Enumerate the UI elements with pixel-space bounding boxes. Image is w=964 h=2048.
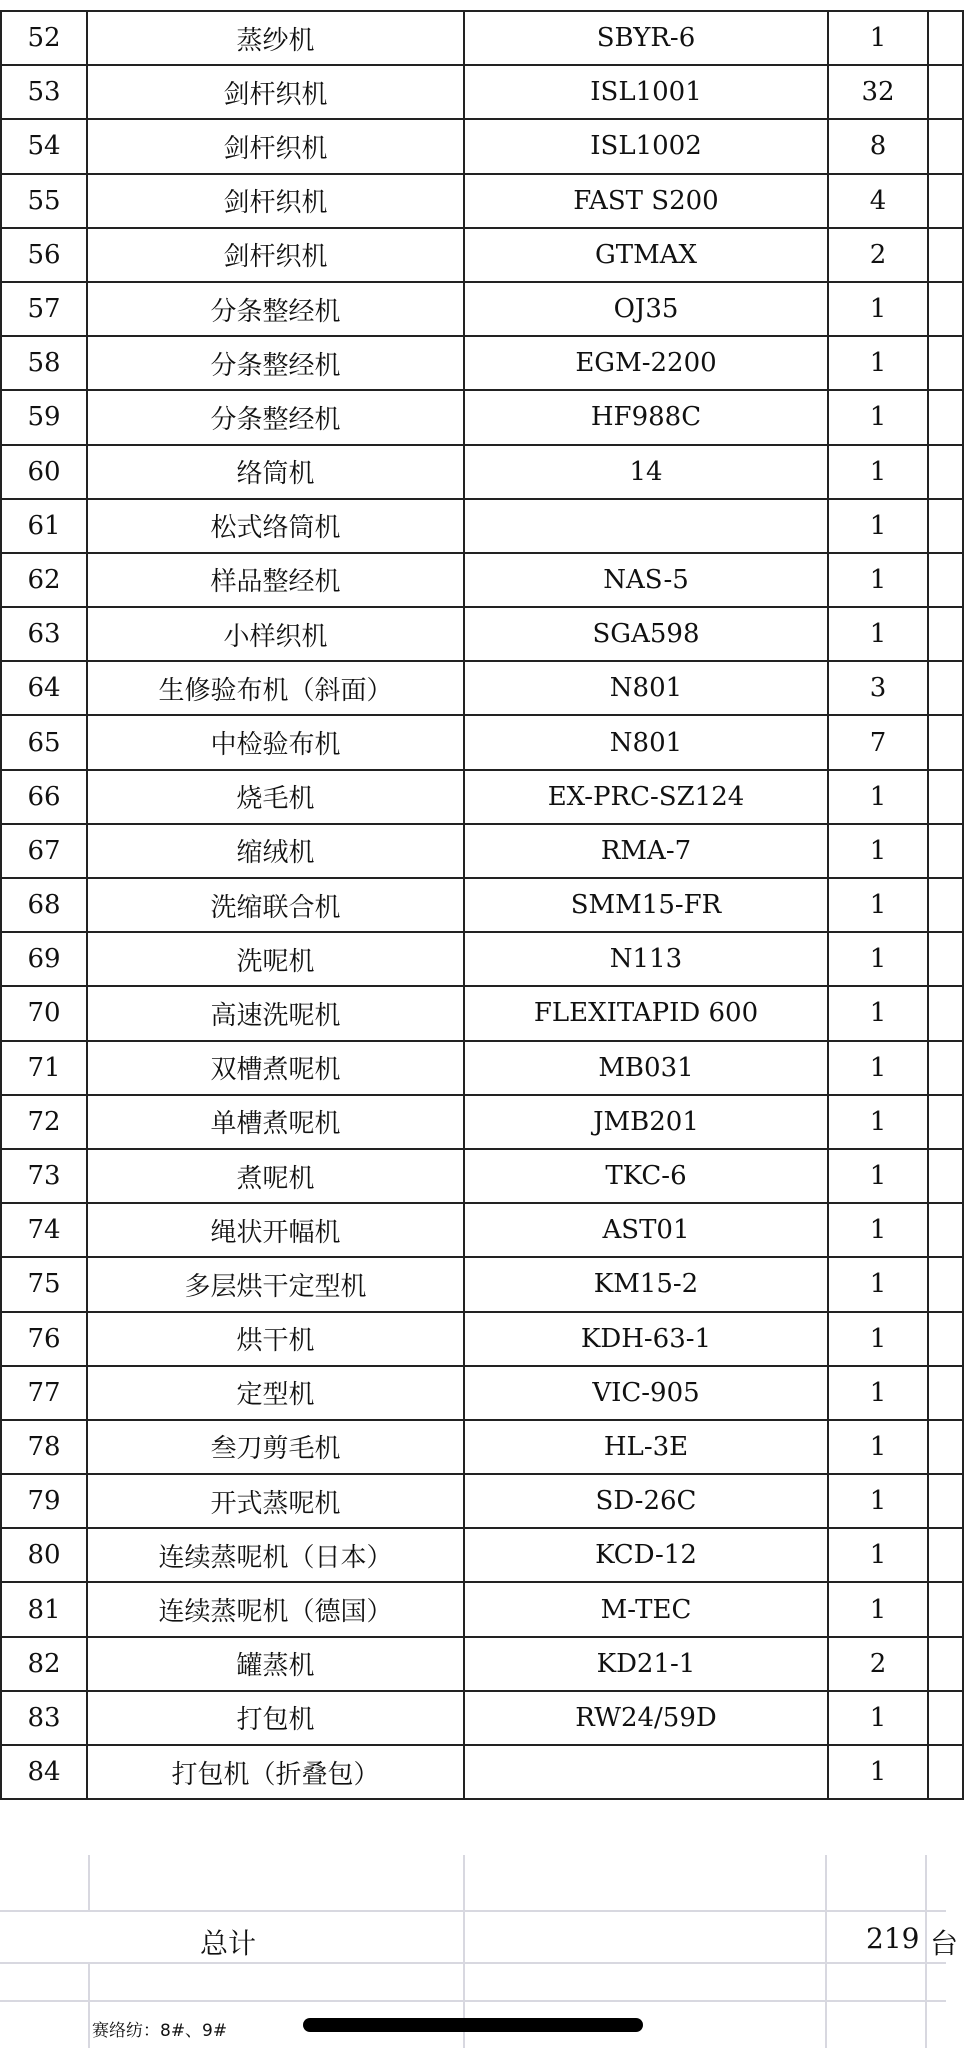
row-number-cell[interactable]: 57 [1, 282, 87, 336]
model-cell[interactable]: FLEXITAPID 600 [464, 986, 828, 1040]
quantity-cell[interactable]: 1 [828, 499, 928, 553]
model-cell[interactable]: RMA-7 [464, 824, 828, 878]
quantity-cell[interactable]: 2 [828, 228, 928, 282]
quantity-cell[interactable]: 4 [828, 174, 928, 228]
row-number-cell[interactable]: 66 [1, 770, 87, 824]
row-number-cell[interactable]: 63 [1, 607, 87, 661]
quantity-cell[interactable]: 1 [828, 1312, 928, 1366]
empty-cell[interactable] [928, 932, 963, 986]
grid-line [88, 1962, 90, 2048]
model-cell[interactable]: KDH-63-1 [464, 1312, 828, 1366]
equipment-name-cell[interactable]: 烘干机 [87, 1312, 464, 1366]
table-row [1, 65, 963, 119]
grid-line [825, 1855, 827, 2048]
table-row [1, 1691, 963, 1745]
quantity-cell[interactable]: 1 [828, 1095, 928, 1149]
model-cell[interactable]: KCD-12 [464, 1528, 828, 1582]
row-number-cell[interactable]: 82 [1, 1637, 87, 1691]
empty-cell[interactable] [928, 1095, 963, 1149]
empty-cell[interactable] [928, 174, 963, 228]
quantity-cell[interactable]: 1 [828, 1041, 928, 1095]
empty-cell[interactable] [928, 336, 963, 390]
quantity-cell[interactable]: 1 [828, 336, 928, 390]
empty-cell[interactable] [928, 1637, 963, 1691]
table-row [1, 390, 963, 444]
row-number-cell[interactable]: 84 [1, 1745, 87, 1799]
equipment-name-cell[interactable]: 单槽煮呢机 [87, 1095, 464, 1149]
empty-cell[interactable] [928, 228, 963, 282]
quantity-cell[interactable]: 1 [828, 390, 928, 444]
table-row [1, 174, 963, 228]
grid-line [925, 1855, 927, 2048]
equipment-name-cell[interactable]: 罐蒸机 [87, 1637, 464, 1691]
empty-cell[interactable] [928, 1257, 963, 1311]
empty-cell[interactable] [928, 1745, 963, 1799]
row-number-cell[interactable]: 68 [1, 878, 87, 932]
quantity-cell[interactable]: 1 [828, 1257, 928, 1311]
table-row [1, 11, 963, 65]
table-row [1, 1095, 963, 1149]
model-cell[interactable]: TKC-6 [464, 1149, 828, 1203]
row-number-cell[interactable]: 61 [1, 499, 87, 553]
row-number-cell[interactable]: 59 [1, 390, 87, 444]
table-row [1, 607, 963, 661]
equipment-name-cell[interactable]: 剑杆织机 [87, 174, 464, 228]
empty-cell[interactable] [928, 1149, 963, 1203]
equipment-name-cell[interactable]: 洗呢机 [87, 932, 464, 986]
equipment-name-cell[interactable]: 开式蒸呢机 [87, 1474, 464, 1528]
equipment-name-cell[interactable]: 打包机（折叠包） [87, 1745, 464, 1799]
table-row [1, 1474, 963, 1528]
empty-cell[interactable] [928, 1420, 963, 1474]
table-row [1, 770, 963, 824]
table-row [1, 1528, 963, 1582]
row-number-cell[interactable]: 83 [1, 1691, 87, 1745]
row-number-cell[interactable]: 64 [1, 661, 87, 715]
table-row [1, 715, 963, 769]
empty-cell[interactable] [928, 1312, 963, 1366]
quantity-cell[interactable]: 8 [828, 119, 928, 173]
model-cell[interactable]: MB031 [464, 1041, 828, 1095]
quantity-cell[interactable]: 1 [828, 553, 928, 607]
row-number-cell[interactable]: 60 [1, 445, 87, 499]
table-row [1, 986, 963, 1040]
equipment-name-cell[interactable]: 定型机 [87, 1366, 464, 1420]
table-row [1, 499, 963, 553]
model-cell[interactable]: EX-PRC-SZ124 [464, 770, 828, 824]
empty-cell[interactable] [928, 715, 963, 769]
equipment-table [0, 10, 964, 1800]
grid-line [0, 1910, 946, 1912]
quantity-cell[interactable]: 3 [828, 661, 928, 715]
empty-cell[interactable] [928, 1691, 963, 1745]
model-cell[interactable]: GTMAX [464, 228, 828, 282]
home-indicator[interactable] [303, 2018, 643, 2032]
empty-cell[interactable] [928, 1366, 963, 1420]
quantity-cell[interactable]: 1 [828, 1582, 928, 1636]
quantity-cell[interactable]: 1 [828, 1745, 928, 1799]
row-number-cell[interactable]: 71 [1, 1041, 87, 1095]
equipment-name-cell[interactable]: 连续蒸呢机（日本） [87, 1528, 464, 1582]
equipment-name-cell[interactable]: 打包机 [87, 1691, 464, 1745]
model-cell[interactable]: M-TEC [464, 1582, 828, 1636]
equipment-name-cell[interactable]: 剑杆织机 [87, 65, 464, 119]
model-cell[interactable]: KD21-1 [464, 1637, 828, 1691]
row-number-cell[interactable]: 72 [1, 1095, 87, 1149]
table-row [1, 1203, 963, 1257]
table-row [1, 553, 963, 607]
model-cell[interactable]: SD-26C [464, 1474, 828, 1528]
row-number-cell[interactable]: 77 [1, 1366, 87, 1420]
table-row [1, 1745, 963, 1799]
row-number-cell[interactable]: 54 [1, 119, 87, 173]
quantity-cell[interactable]: 1 [828, 770, 928, 824]
quantity-cell[interactable]: 1 [828, 282, 928, 336]
table-row [1, 824, 963, 878]
table-row [1, 661, 963, 715]
row-number-cell[interactable]: 52 [1, 11, 87, 65]
equipment-name-cell[interactable]: 绳状开幅机 [87, 1203, 464, 1257]
equipment-name-cell[interactable]: 剑杆织机 [87, 119, 464, 173]
row-number-cell[interactable]: 53 [1, 65, 87, 119]
model-cell[interactable]: NAS-5 [464, 553, 828, 607]
table-row [1, 1582, 963, 1636]
quantity-cell[interactable]: 1 [828, 445, 928, 499]
quantity-cell[interactable]: 1 [828, 824, 928, 878]
row-number-cell[interactable]: 76 [1, 1312, 87, 1366]
quantity-cell[interactable]: 1 [828, 1528, 928, 1582]
empty-cell[interactable] [928, 770, 963, 824]
equipment-name-cell[interactable]: 样品整经机 [87, 553, 464, 607]
row-number-cell[interactable]: 62 [1, 553, 87, 607]
equipment-name-cell[interactable]: 剑杆织机 [87, 228, 464, 282]
empty-cell[interactable] [928, 878, 963, 932]
empty-cell[interactable] [928, 1203, 963, 1257]
equipment-name-cell[interactable]: 松式络筒机 [87, 499, 464, 553]
model-cell[interactable] [464, 1745, 828, 1799]
equipment-name-cell[interactable]: 多层烘干定型机 [87, 1257, 464, 1311]
model-cell[interactable]: RW24/59D [464, 1691, 828, 1745]
empty-cell[interactable] [928, 986, 963, 1040]
equipment-name-cell[interactable]: 连续蒸呢机（德国） [87, 1582, 464, 1636]
total-value: 219 [866, 1922, 920, 1955]
equipment-name-cell[interactable]: 分条整经机 [87, 282, 464, 336]
model-cell[interactable]: OJ35 [464, 282, 828, 336]
model-cell[interactable]: JMB201 [464, 1095, 828, 1149]
table-row [1, 1041, 963, 1095]
row-number-cell[interactable]: 58 [1, 336, 87, 390]
row-number-cell[interactable]: 65 [1, 715, 87, 769]
model-cell[interactable]: SGA598 [464, 607, 828, 661]
row-number-cell[interactable]: 78 [1, 1420, 87, 1474]
model-cell[interactable]: N801 [464, 661, 828, 715]
grid-line [0, 1962, 946, 1964]
equipment-name-cell[interactable]: 中检验布机 [87, 715, 464, 769]
table-row [1, 932, 963, 986]
equipment-name-cell[interactable]: 小样织机 [87, 607, 464, 661]
quantity-cell[interactable]: 1 [828, 1203, 928, 1257]
quantity-cell[interactable]: 7 [828, 715, 928, 769]
empty-cell[interactable] [928, 553, 963, 607]
model-cell[interactable]: N113 [464, 932, 828, 986]
empty-cell[interactable] [928, 1582, 963, 1636]
equipment-table-body [1, 11, 963, 1799]
row-number-cell[interactable]: 70 [1, 986, 87, 1040]
row-number-cell[interactable]: 74 [1, 1203, 87, 1257]
row-number-cell[interactable]: 67 [1, 824, 87, 878]
table-row [1, 1312, 963, 1366]
model-cell[interactable]: N801 [464, 715, 828, 769]
table-row [1, 1257, 963, 1311]
table-row [1, 1420, 963, 1474]
quantity-cell[interactable]: 1 [828, 1366, 928, 1420]
quantity-cell[interactable]: 1 [828, 878, 928, 932]
model-cell[interactable]: VIC-905 [464, 1366, 828, 1420]
empty-cell[interactable] [928, 1041, 963, 1095]
empty-cell[interactable] [928, 282, 963, 336]
quantity-cell[interactable]: 1 [828, 1149, 928, 1203]
equipment-name-cell[interactable]: 叁刀剪毛机 [87, 1420, 464, 1474]
model-cell[interactable]: FAST S200 [464, 174, 828, 228]
empty-cell[interactable] [928, 499, 963, 553]
row-number-cell[interactable]: 56 [1, 228, 87, 282]
table-row [1, 1149, 963, 1203]
table-row [1, 336, 963, 390]
empty-cell[interactable] [928, 824, 963, 878]
equipment-name-cell[interactable]: 缩绒机 [87, 824, 464, 878]
model-cell[interactable]: HF988C [464, 390, 828, 444]
table-row [1, 228, 963, 282]
quantity-cell[interactable]: 1 [828, 11, 928, 65]
model-cell[interactable]: HL-3E [464, 1420, 828, 1474]
empty-cell[interactable] [928, 11, 963, 65]
equipment-name-cell[interactable]: 生修验布机（斜面） [87, 661, 464, 715]
equipment-name-cell[interactable]: 分条整经机 [87, 390, 464, 444]
equipment-name-cell[interactable]: 高速洗呢机 [87, 986, 464, 1040]
quantity-cell[interactable]: 32 [828, 65, 928, 119]
model-cell[interactable] [464, 499, 828, 553]
model-cell[interactable]: SBYR-6 [464, 11, 828, 65]
empty-cell[interactable] [928, 390, 963, 444]
model-cell[interactable]: 14 [464, 445, 828, 499]
grid-line [88, 1855, 90, 1910]
quantity-cell[interactable]: 2 [828, 1637, 928, 1691]
quantity-cell[interactable]: 1 [828, 1691, 928, 1745]
empty-cell[interactable] [928, 65, 963, 119]
equipment-name-cell[interactable]: 分条整经机 [87, 336, 464, 390]
quantity-cell[interactable]: 1 [828, 1420, 928, 1474]
empty-cell[interactable] [928, 445, 963, 499]
row-number-cell[interactable]: 79 [1, 1474, 87, 1528]
empty-cell[interactable] [928, 607, 963, 661]
row-number-cell[interactable]: 81 [1, 1582, 87, 1636]
equipment-name-cell[interactable]: 烧毛机 [87, 770, 464, 824]
empty-cell[interactable] [928, 1528, 963, 1582]
table-row [1, 282, 963, 336]
model-cell[interactable]: ISL1002 [464, 119, 828, 173]
row-number-cell[interactable]: 80 [1, 1528, 87, 1582]
model-cell[interactable]: SMM15-FR [464, 878, 828, 932]
equipment-name-cell[interactable]: 煮呢机 [87, 1149, 464, 1203]
equipment-name-cell[interactable]: 蒸纱机 [87, 11, 464, 65]
row-number-cell[interactable]: 69 [1, 932, 87, 986]
table-row [1, 1366, 963, 1420]
table-row [1, 1637, 963, 1691]
empty-cell[interactable] [928, 661, 963, 715]
model-cell[interactable]: EGM-2200 [464, 336, 828, 390]
quantity-cell[interactable]: 1 [828, 932, 928, 986]
quantity-cell[interactable]: 1 [828, 986, 928, 1040]
row-number-cell[interactable]: 55 [1, 174, 87, 228]
table-row [1, 445, 963, 499]
empty-cell[interactable] [928, 119, 963, 173]
table-row [1, 878, 963, 932]
model-cell[interactable]: ISL1001 [464, 65, 828, 119]
grid-line [0, 2000, 946, 2002]
model-cell[interactable]: AST01 [464, 1203, 828, 1257]
table-row [1, 119, 963, 173]
total-label: 总计 [200, 1927, 257, 1960]
equipment-name-cell[interactable]: 洗缩联合机 [87, 878, 464, 932]
quantity-cell[interactable]: 1 [828, 607, 928, 661]
total-unit: 台 [930, 1927, 959, 1960]
footnote: 赛络纺：8#、9# [92, 2021, 228, 2041]
empty-cell[interactable] [928, 1474, 963, 1528]
row-number-cell[interactable]: 73 [1, 1149, 87, 1203]
equipment-name-cell[interactable]: 络筒机 [87, 445, 464, 499]
row-number-cell[interactable]: 75 [1, 1257, 87, 1311]
model-cell[interactable]: KM15-2 [464, 1257, 828, 1311]
quantity-cell[interactable]: 1 [828, 1474, 928, 1528]
equipment-name-cell[interactable]: 双槽煮呢机 [87, 1041, 464, 1095]
